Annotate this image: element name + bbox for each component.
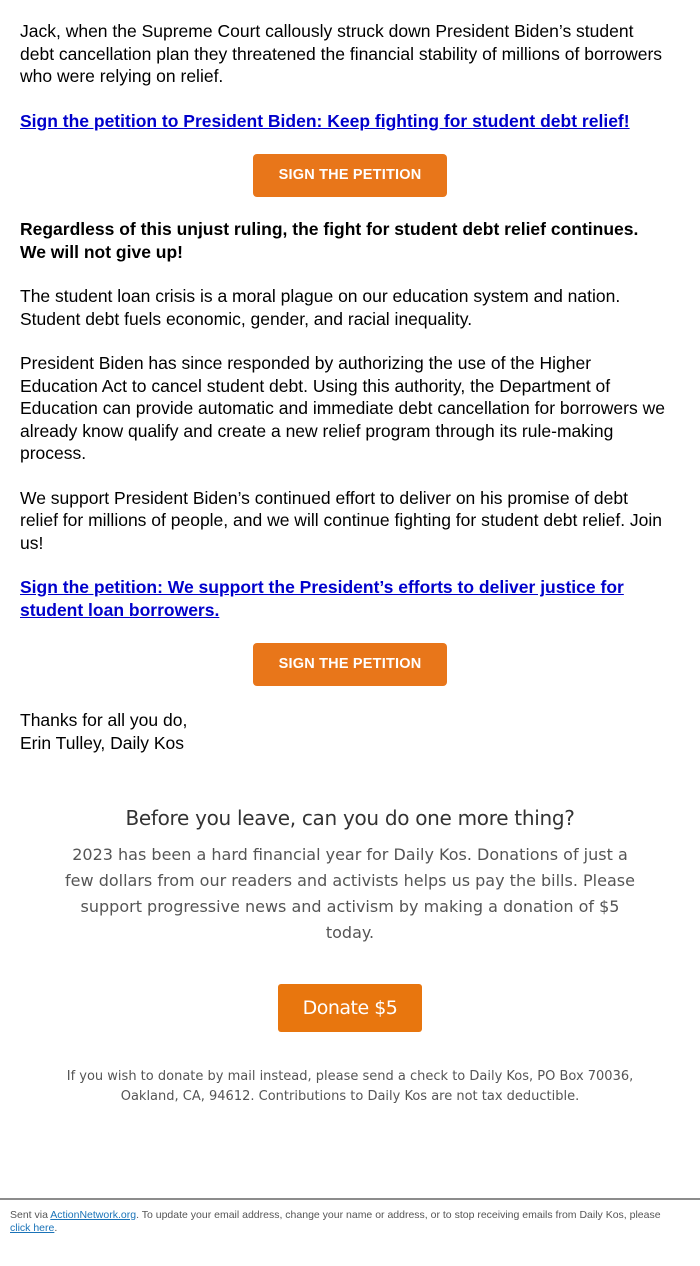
intro-paragraph: Jack, when the Supreme Court callously struck down President Biden’s student debt cancellation plan they threatened the financial stability of millions of borrowers who were relying on relief. — [20, 21, 663, 86]
footer-suffix: . — [54, 1222, 58, 1234]
email-footer — [10, 1209, 680, 1235]
donation-heading: Before you leave, can you do one more thing? — [125, 806, 575, 830]
petition-button-row-1 — [0, 154, 700, 197]
signoff-thanks: Thanks for all you do, — [20, 710, 188, 730]
crisis-paragraph: The student loan crisis is a moral plague on our education system and nation. Student debt fuels economic, gender, and racial inequality. — [20, 286, 621, 329]
footer-divider — [0, 1198, 700, 1200]
donate-by-mail-note: If you wish to donate by mail instead, please send a check to Daily Kos, PO Box 70036, Oakland, CA, 94612. Contributions to Daily Kos are not tax deductible. — [66, 1069, 634, 1104]
email-body — [20, 20, 665, 754]
donate-button[interactable]: Donate $5 — [278, 984, 422, 1032]
footer-prefix: Sent via — [10, 1209, 51, 1221]
petition-link-paragraph-2 — [20, 576, 665, 621]
bold-statement: Regardless of this unjust ruling, the fight for student debt relief continues. We will not give up! — [20, 219, 639, 262]
sign-petition-button-1[interactable]: SIGN THE PETITION — [253, 154, 447, 197]
footer-middle: . To update your email address, change your name or address, or to stop receiving emails from Daily Kos, please — [136, 1209, 661, 1221]
petition-link-keep-fighting[interactable]: Sign the petition to President Biden: Keep fighting for student debt relief! — [20, 110, 630, 131]
response-paragraph: President Biden has since responded by authorizing the use of the Higher Education Act to cancel student debt. Using this authority, the Department of Education can provide automatic and immediate debt cancellation for borrowers we already know qualify and create a new relief program through its rule-making process. — [20, 353, 665, 463]
support-paragraph: We support President Biden’s continued effort to deliver on his promise of debt relief for millions of people, and we will continue fighting for student debt relief. Join us! — [20, 487, 663, 553]
petition-button-row-2 — [0, 643, 700, 686]
donation-appeal-text: 2023 has been a hard financial year for Daily Kos. Donations of just a few dollars from our readers and activists helps us pay the bills. Please support progressive news and activism by making a donation of $5 today. — [65, 845, 635, 942]
signoff — [20, 709, 665, 754]
petition-link-paragraph-1 — [20, 110, 665, 133]
actionnetwork-link[interactable]: ActionNetwork.org — [50, 1209, 137, 1221]
signoff-signature: Erin Tulley, Daily Kos — [20, 732, 185, 753]
sign-petition-button-2[interactable]: SIGN THE PETITION — [253, 643, 447, 686]
unsubscribe-click-here-link[interactable]: click here — [10, 1222, 55, 1234]
petition-link-support-president[interactable]: Sign the petition: We support the President’s efforts to deliver justice for student loan borrowers. — [20, 577, 624, 620]
